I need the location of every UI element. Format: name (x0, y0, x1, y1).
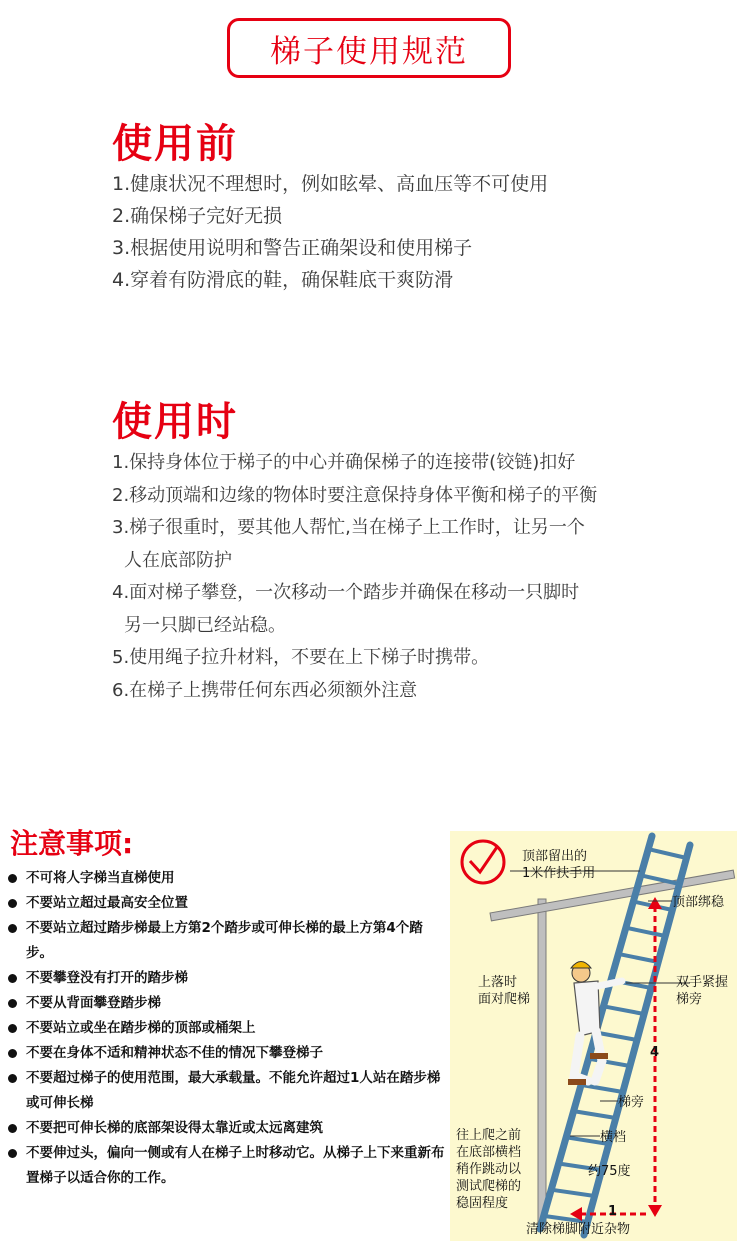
label-top-extend: 顶部留出的 1米作扶手用 (522, 849, 596, 881)
note-text: 不要在身体不适和精神状态不佳的情况下攀登梯子 (26, 1045, 323, 1061)
note-item (8, 866, 448, 891)
list-item: 2.确保梯子完好无损 (112, 205, 283, 227)
list-item (112, 480, 622, 513)
list-item (112, 512, 622, 545)
note-text: 不要站立超过最高安全位置 (26, 895, 188, 911)
label-top-tie: 顶部绑稳 (672, 895, 725, 910)
note-text: 不要把可伸长梯的底部架设得太靠近或太远离建筑 (26, 1120, 323, 1136)
label-rail: 梯旁 (618, 1095, 645, 1110)
list-item-continuation: 人在底部防护 (124, 549, 232, 571)
ladder-rung (574, 1111, 616, 1118)
notes-heading: 注意事项: (10, 827, 134, 860)
ladder-rung (581, 1085, 623, 1092)
list-item-text: 6.在梯子上携带任何东西必须额外注意 (112, 679, 418, 701)
bullet-icon (8, 924, 17, 933)
list-item-text: 1.保持身体位于梯子的中心并确保梯子的连接带(铰链)扣好 (112, 452, 576, 473)
ladder-rung (618, 954, 658, 962)
list-item (112, 675, 622, 708)
note-text: 不要站立或坐在踏步梯的顶部或桶架上 (26, 1020, 256, 1036)
note-item (8, 1041, 448, 1066)
note-item (8, 891, 448, 916)
ladder-rung (589, 1059, 630, 1066)
label-clear: 清除梯脚附近杂物 (526, 1222, 631, 1237)
ladder-rung (603, 1006, 644, 1014)
ladder-rung (626, 928, 665, 936)
section-heading-during: 使用时 (112, 399, 238, 445)
label-face-ladder: 上落时 面对爬梯 (478, 975, 531, 1007)
list-item (112, 642, 622, 675)
note-text: 不要伸过头，偏向一侧或有人在梯子上时移动它。从梯子上下来重新布置梯子以适合你的工作。 (26, 1145, 445, 1186)
label-ratio-1: 1 (608, 1204, 618, 1219)
page-title: 梯子使用规范 (227, 18, 511, 78)
note-text: 不要从背面攀登踏步梯 (26, 995, 161, 1011)
list-item (112, 577, 622, 610)
ladder-illustration (450, 831, 737, 1241)
bullet-icon (8, 974, 17, 983)
bullet-icon (8, 999, 17, 1008)
section-heading-before: 使用前 (112, 121, 238, 167)
note-text: 不要超过梯子的使用范围，最大承载量。不能允许超过1人站在踏步梯或可伸长梯 (26, 1070, 441, 1111)
list-item: 1.健康状况不理想时，例如眩晕、高血压等不可使用 (112, 173, 549, 195)
note-item (8, 1116, 448, 1141)
list-item (112, 610, 622, 643)
list-item (112, 447, 622, 480)
note-item (8, 916, 448, 966)
label-hands-grip: 双手紧握 梯旁 (676, 975, 729, 1007)
label-rung: 横档 (600, 1130, 627, 1145)
list-item-text: 3.梯子很重时，要其他人帮忙,当在梯子上工作时，让另一个 (112, 517, 585, 538)
note-text: 不要攀登没有打开的踏步梯 (26, 970, 188, 986)
during-list (112, 447, 622, 707)
list-item-text: 4.面对梯子攀登，一次移动一个踏步并确保在移动一只脚时 (112, 582, 580, 603)
ladder-rung (551, 1190, 594, 1196)
list-item: 4.穿着有防滑底的鞋，确保鞋底干爽防滑 (112, 269, 454, 291)
list-item-text: 5.使用绳子拉升材料，不要在上下梯子时携带。 (112, 647, 490, 668)
bullet-icon (8, 899, 17, 908)
note-text: 不要站立超过踏步梯最上方第2个踏步或可伸长梯的最上方第4个踏步。 (26, 920, 423, 961)
bullet-icon (8, 1049, 17, 1058)
list-item (112, 545, 622, 578)
label-test: 往上爬之前 在底部横档 稍作跳动以 测试爬梯的 稳固程度 (456, 1128, 522, 1211)
worker-icon (568, 962, 622, 1086)
ladder-rung (648, 849, 686, 858)
bullet-icon (8, 1074, 17, 1083)
list-item: 3.根据使用说明和警告正确架设和使用梯子 (112, 237, 473, 259)
bullet-icon (8, 1124, 17, 1133)
note-item (8, 1016, 448, 1041)
notes-list (8, 866, 448, 1191)
label-angle: 约75度 (588, 1164, 631, 1179)
note-item (8, 1141, 448, 1191)
label-ratio-4: 4 (650, 1045, 660, 1060)
note-item (8, 966, 448, 991)
bullet-icon (8, 1024, 17, 1033)
bullet-icon (8, 874, 17, 883)
note-text: 不可将人字梯当直梯使用 (26, 870, 175, 886)
bullet-icon (8, 1149, 17, 1158)
before-list (112, 168, 548, 296)
note-item (8, 1066, 448, 1116)
list-item-text: 2.移动顶端和边缘的物体时要注意保持身体平衡和梯子的平衡 (112, 484, 598, 506)
list-item-continuation: 另一只脚已经站稳。 (124, 614, 286, 636)
note-item (8, 991, 448, 1016)
check-icon (462, 841, 504, 883)
